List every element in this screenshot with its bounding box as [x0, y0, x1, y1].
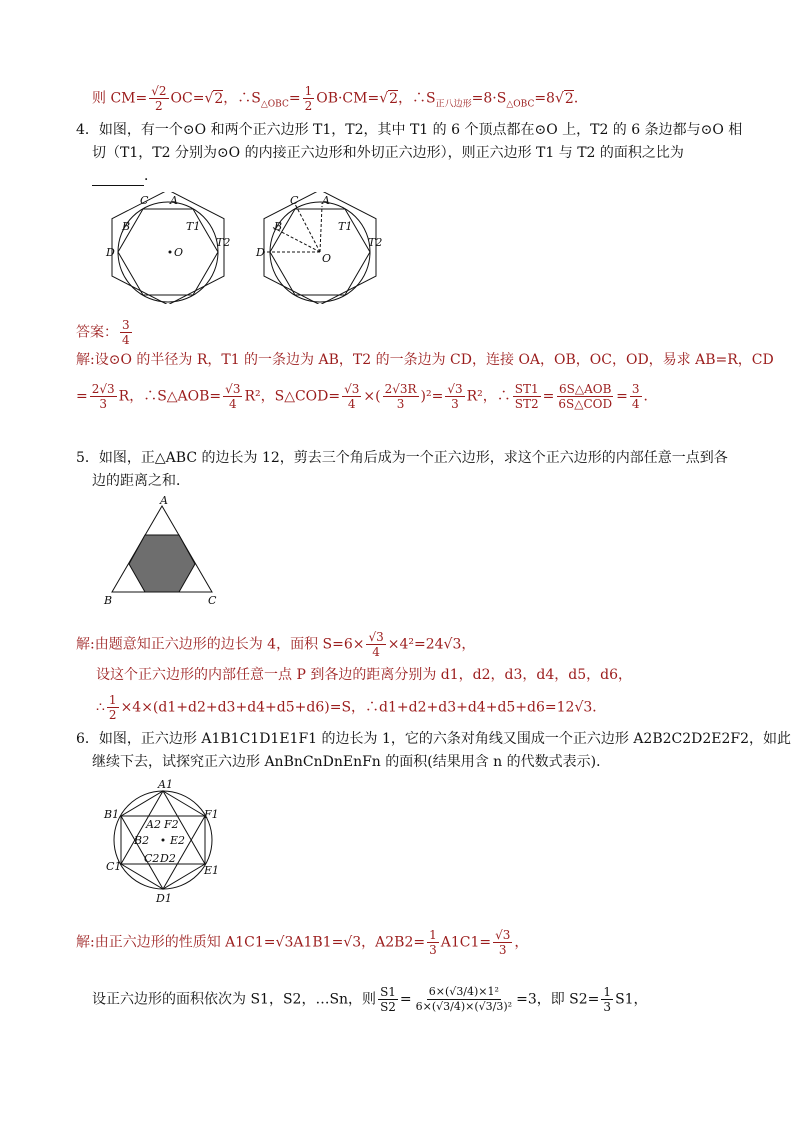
svg-text:D2: D2 [160, 852, 176, 865]
svg-text:T2: T2 [216, 236, 231, 249]
q6-hexagon-figure [100, 776, 230, 906]
svg-text:B: B [122, 220, 131, 233]
svg-text:B1: B1 [104, 808, 120, 821]
svg-text:D1: D1 [156, 892, 172, 905]
q4-answer: 答案： $\frac{3}{4}$ [76, 318, 130, 347]
svg-text:C: C [208, 594, 217, 606]
q5-text-line2: 边的距离之和． [92, 473, 190, 489]
svg-text:C2: C2 [144, 852, 160, 865]
svg-text:B: B [104, 594, 113, 606]
svg-text:D: D [256, 246, 265, 259]
q5-text-line1: 5．如图，正△ABC 的边长为 12，剪去三个角后成为一个正六边形，求这个正六边形的内部任意一点到各 [76, 450, 728, 466]
q5-solution-line2: 设这个正六边形的内部任意一点 P 到各边的距离分别为 d1，d2，d3，d4，d5，d6， [96, 667, 632, 683]
answer-blank [92, 171, 144, 186]
svg-text:B: B [274, 220, 283, 233]
q4-figure-right [250, 192, 390, 304]
fraction: $\frac{1}{2}$ [304, 84, 313, 113]
svg-text:O: O [174, 246, 184, 259]
svg-text:O: O [322, 252, 332, 265]
q4-solution-line2: = $\frac{2√3}{3}$ R，∴S△AOB= $\frac{√3}{4}$ R²，S△COD= $\frac{√3}{4}$ ×( $\frac{2√3R}{3}$ )²= $\frac{√3}{3}$ R²，∴ $\frac{ST1}{ST2}$ = $\frac{\text{6S△AOB}}{\text{6S△COD}}$ = $\frac{3}{4}$ ． [76, 382, 658, 411]
svg-text:D: D [106, 246, 115, 259]
q5-solution-line1: 解:由题意知正六边形的边长为 4，面积 S=6× $\frac{√3}{4}$ ×4²=24√3， [76, 630, 476, 659]
svg-text:F1: F1 [204, 808, 219, 821]
svg-text:F2: F2 [164, 818, 179, 831]
svg-text:C: C [290, 194, 299, 207]
q5-triangle-figure [100, 494, 230, 606]
svg-text:C: C [140, 194, 149, 207]
svg-text:T2: T2 [368, 236, 383, 249]
q4-text-line2: 切（T1，T2 分别为⊙O 的内接正六边形和外切正六边形），则正六边形 T1 与 T2 的面积之比为 [92, 145, 684, 161]
svg-text:A1: A1 [158, 778, 173, 791]
svg-text:B2: B2 [134, 834, 150, 847]
q4-solution-line1: 解:设⊙O 的半径为 R，T1 的一条边为 AB，T2 的一条边为 CD，连接 OA，OB，OC，OD，易求 AB=R，CD [76, 352, 774, 368]
q4-text-line3: ． [92, 166, 158, 186]
svg-text:A2: A2 [146, 818, 161, 831]
q6-solution-line2: 设正六边形的面积依次为 S1，S2，…Sn，则 $\frac{S1}{S2}$ = $\frac{\text{6×(√3/4)×1²}}{\text{6×(√3/4)×(√3/3)²}}$ =3，即 S2= $\frac{1}{3}$ S1， [92, 985, 648, 1014]
svg-text:E2: E2 [170, 834, 186, 847]
svg-text:T1: T1 [186, 220, 201, 233]
svg-text:A: A [322, 194, 330, 207]
svg-text:T1: T1 [338, 220, 353, 233]
svg-text:C1: C1 [106, 860, 122, 873]
q6-text-line1: 6．如图，正六边形 A1B1C1D1E1F1 的边长为 1，它的六条对角线又围成一个正六边形 A2B2C2D2E2F2，如此 [76, 731, 792, 747]
svg-text:A: A [170, 194, 178, 207]
q4-figure-left [98, 192, 238, 304]
svg-text:A: A [160, 494, 168, 507]
prev-solution-line: 则 CM= $\frac{√2}{2}$ OC=√2，$\therefore S_{\triangle OBC}=$ $\frac{1}{2}$ OB·CM=√2，$\therefore S_{正八边形}=8\cdot S_{\triangle OBC}=8√2$． [92, 84, 588, 113]
svg-text:E1: E1 [204, 864, 220, 877]
q5-solution-line3: ∴ $\frac{1}{2}$ ×4×(d1+d2+d3+d4+d5+d6)=S，∴d1+d2+d3+d4+d5+d6=12√3． [96, 693, 607, 722]
q4-text-line1: 4．如图，有一个⊙O 和两个正六边形 T1，T2，其中 T1 的 6 个顶点都在⊙O 上，T2 的 6 条边都与⊙O 相 [76, 122, 743, 138]
q6-solution-line1: 解:由正六边形的性质知 A1C1=√3A1B1=√3，A2B2= $\frac{1}{3}$ A1C1= $\frac{√3}{3}$ ， [76, 928, 529, 957]
fraction: $\frac{√2}{2}$ [151, 84, 167, 113]
q6-text-line2: 继续下去，试探究正六边形 AnBnCnDnEnFn 的面积(结果用含 n 的代数式表示)． [92, 754, 611, 770]
